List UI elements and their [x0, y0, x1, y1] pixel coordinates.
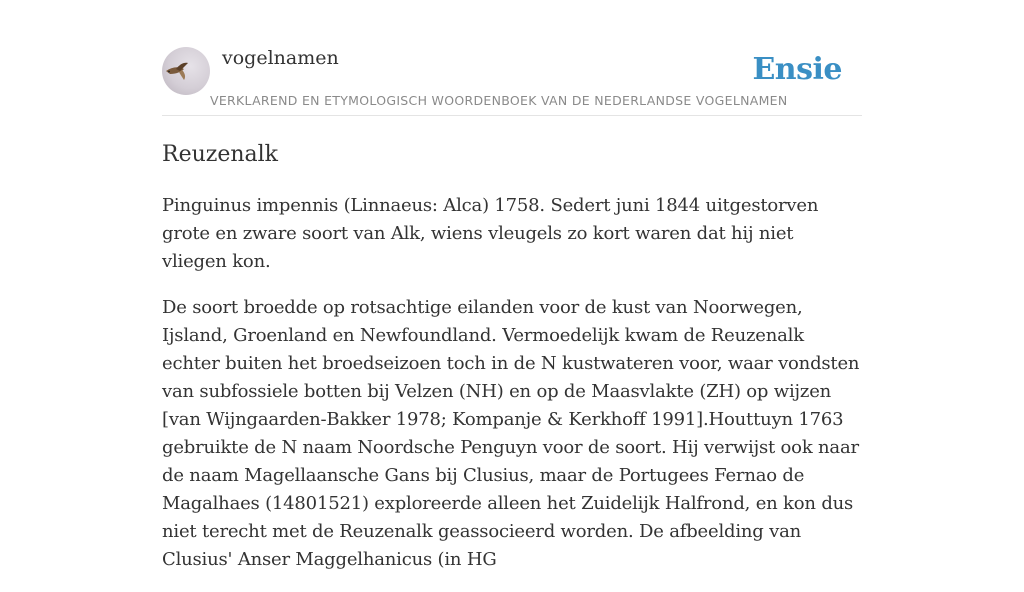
bird-avatar-icon[interactable] [162, 47, 210, 95]
site-name[interactable]: vogelnamen [222, 47, 339, 69]
article-title: Reuzenalk [162, 142, 279, 167]
article-paragraph: Pinguinus impennis (Linnaeus: Alca) 1758. Sedert juni 1844 uitgestorven grote en zware soort van Alk, wiens vleugels zo kort waren dat hij niet vliegen kon. [162, 195, 819, 272]
site-subtitle: VERKLAREND EN ETYMOLOGISCH WOORDENBOEK VAN DE NEDERLANDSE VOGELNAMEN [210, 93, 788, 108]
article [162, 140, 862, 592]
site-header [162, 44, 862, 116]
brand-logo[interactable]: Ensie [752, 52, 842, 87]
article-paragraph: De soort broedde op rotsachtige eilanden voor de kust van Noorwegen, Ijsland, Groenland en Newfoundland. Vermoedelijk kwam de Reuzenalk echter buiten het broedseizoen toch in de N kustwateren voor, waar vondsten van subfossiele botten bij Velzen (NH) en op de Maasvlakte (ZH) op wijzen [van Wijngaarden-Bakker 1978; Kompanje & Kerkhoff 1991].Houttuyn 1763 gebruikte de N naam Noordsche Penguyn voor de soort. Hij verwijst ook naar de naam Magellaansche Gans bij Clusius, maar de Portugees Fernao de Magalhaes (14801521) exploreerde alleen het Zuidelijk Halfrond, en kon dus niet terecht met de Reuzenalk geassocieerd worden. De afbeelding van Clusius' Anser Maggelhanicus (in HG [162, 297, 860, 570]
